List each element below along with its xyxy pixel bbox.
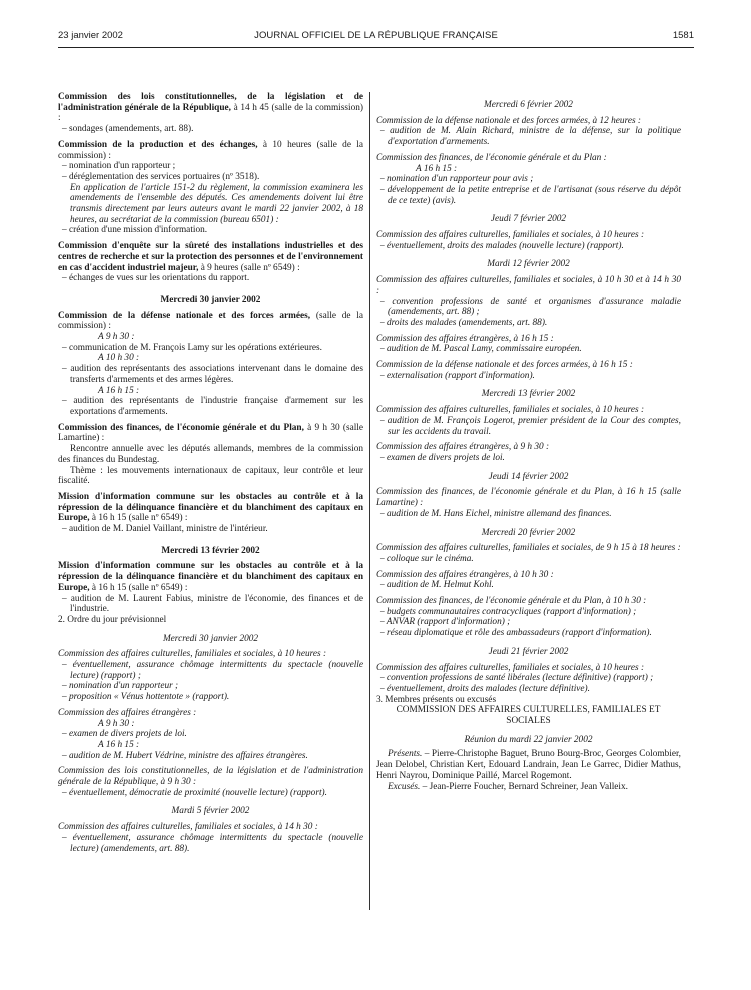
agenda-item: – audition des représentants des associations intervenant dans le domaine des transferts d'armements et des armes légères.: [62, 364, 363, 385]
committee-heading: Commission des finances, de l'économie générale et du Plan, à 16 h 15 (salle Lamartine) :: [376, 487, 681, 509]
agenda-item: – audition de M. Hubert Védrine, ministre des affaires étrangères.: [62, 750, 308, 761]
agenda-item: – réseau diplomatique et rôle des ambassadeurs (rapport d'information).: [380, 628, 652, 639]
committee-name: Mission d'information commune sur les obstacles au contrôle et à la répression de la délinquance financière et du blanchiment des capitaux en Europe,: [58, 491, 363, 524]
presence-label: Présents.: [388, 749, 423, 760]
agenda-item: – audition de M. Pascal Lamy, commissaire européen.: [380, 344, 582, 355]
meeting-time: à 9 h 30 (salle Lamartine) :: [58, 422, 363, 444]
committee-name: Commission des lois constitutionnelles, de la législation et de l'administration générale de la République,: [58, 92, 363, 113]
committee-heading: Commission de la défense nationale et des forces armées, à 12 heures :: [376, 115, 642, 126]
procedure-note: En application de l'article 151-2 du règlement, la commission examinera les amendements de l'ensemble des députés. Ces amendements doivent lui être transmis directement par leurs auteurs avant le mardi 22 janvier 2002, à 18 heures, au secrétariat de la commission (bureau 6501) :: [70, 182, 363, 225]
agenda-item: – colloque sur le cinéma.: [380, 553, 474, 564]
agenda-item: – éventuellement, droits des malades (lecture définitive).: [380, 683, 590, 694]
date-heading: Mercredi 30 janvier 2002: [160, 294, 261, 305]
committee-heading: [58, 140, 363, 161]
body-text: Rencontre annuelle avec les députés allemands, membres de la commission des finances du Bundestag.: [58, 444, 363, 465]
time-slot: A 16 h 15 :: [98, 739, 140, 750]
agenda-item: – nomination d'un rapporteur ;: [62, 161, 176, 172]
agenda-item: – audition de M. Alain Richard, ministre de la défense, sur la politique d'exportation d'armements.: [380, 126, 681, 148]
agenda-item: – budgets communautaires contracycliques (rapport d'information) ;: [380, 606, 637, 617]
committee-heading: [58, 241, 363, 273]
committee-heading: Commission des affaires étrangères, à 9 h 30 :: [376, 442, 550, 453]
journal-title: JOURNAL OFFICIEL DE LA RÉPUBLIQUE FRANÇAISE: [254, 30, 498, 41]
meeting-time: à 10 heures (salle de la commission) :: [58, 139, 364, 161]
committee-name: Commission de la production et des échanges,: [58, 139, 258, 150]
date-heading: Réunion du mardi 22 janvier 2002: [464, 734, 593, 745]
agenda-item: – éventuellement, assurance chômage intermittents du spectacle (nouvelle lecture) (amendements, art. 88).: [62, 832, 363, 854]
committee-heading: Commission des lois constitutionnelles, de la législation et de l'administration générale de la République, à 9 h 30 :: [58, 766, 363, 788]
meeting-time: à 9 heures (salle nº 6549) :: [198, 262, 300, 273]
agenda-item: – ANVAR (rapport d'information) ;: [380, 617, 511, 628]
date-heading: Jeudi 14 février 2002: [488, 471, 569, 482]
agenda-item: – examen de divers projets de loi.: [62, 729, 187, 740]
committee-name: Commission d'enquête sur la sûreté des installations industrielles et des centres de recherche et sur la protection des personnes et de l'environnement en cas d'accident industriel majeur,: [58, 241, 363, 273]
committee-heading: [58, 423, 363, 444]
agenda-item: – examen de divers projets de loi.: [380, 452, 505, 463]
agenda-item: – audition de M. Daniel Vaillant, ministre de l'intérieur.: [62, 524, 268, 535]
date-heading: Mardi 5 février 2002: [171, 806, 250, 817]
time-slot: A 9 h 30 :: [98, 332, 135, 343]
committee-heading: [58, 561, 363, 593]
agenda-item: – audition de M. François Logerot, premier président de la Cour des comptes, sur les accidents du travail.: [380, 415, 681, 437]
agenda-item: – convention professions de santé et organismes d'assurance maladie (amendements, art. 88) ;: [380, 296, 681, 318]
presence-list: [376, 782, 681, 793]
agenda-item: – audition de M. Laurent Fabius, ministre de l'économie, des finances et de l'industrie.: [62, 593, 363, 615]
committee-heading: Commission de la défense nationale et des forces armées, à 16 h 15 :: [376, 360, 633, 371]
committee-heading: Commission des affaires culturelles, familiales et sociales, à 10 heures :: [376, 662, 645, 673]
date-heading: Jeudi 7 février 2002: [490, 214, 567, 225]
committee-heading: Commission des affaires culturelles, familiales et sociales, à 10 heures :: [376, 405, 645, 416]
date-heading: Jeudi 21 février 2002: [488, 646, 569, 657]
committee-heading: Commission des finances, de l'économie générale et du Plan, à 10 h 30 :: [376, 596, 647, 607]
left-column: [58, 92, 363, 854]
committee-heading: Commission des affaires culturelles, familiales et sociales, à 10 h 30 et à 14 h 30 :: [376, 275, 681, 296]
agenda-item: – externalisation (rapport d'information).: [380, 370, 535, 381]
time-slot: A 10 h 30 :: [98, 353, 140, 364]
meeting-time: (salle de la commission) :: [58, 310, 364, 332]
committee-heading: [58, 492, 363, 524]
agenda-item: – création d'une mission d'information.: [62, 225, 208, 236]
date-heading: Mercredi 6 février 2002: [484, 100, 573, 110]
agenda-item: – audition de M. Helmut Kohl.: [380, 580, 494, 591]
meeting-time: à 16 h 15 (salle nº 6549) :: [89, 582, 188, 593]
presence-label: Excusés.: [388, 781, 421, 792]
date-heading: Mercredi 13 février 2002: [481, 389, 576, 400]
time-slot: A 9 h 30 :: [98, 718, 135, 729]
meeting-time: à 14 h 45 (salle de la commission) :: [58, 102, 363, 124]
agenda-item: – proposition « Vénus hottentote » (rapport).: [62, 692, 230, 703]
time-slot: A 16 h 15 :: [98, 385, 140, 396]
agenda-item: – nomination d'un rapporteur ;: [62, 681, 179, 692]
time-slot: A 16 h 15 :: [416, 163, 458, 174]
committee-heading: Commission des affaires étrangères :: [58, 707, 197, 718]
committee-heading: Commission des affaires étrangères, à 16 h 15 :: [376, 333, 554, 344]
presence-list: [376, 749, 681, 781]
date-heading: Mardi 12 février 2002: [487, 259, 570, 270]
section-title: 3. Membres présents ou excusés: [376, 694, 497, 705]
committee-heading: [58, 311, 363, 332]
agenda-item: – développement de la petite entreprise et de l'artisanat (sous réserve du dépôt de ce texte) (avis).: [380, 184, 681, 206]
committee-heading: Commission des affaires étrangères, à 10 h 30 :: [376, 569, 554, 580]
committee-heading: Commission des affaires culturelles, familiales et sociales, de 9 h 15 à 18 heures :: [376, 543, 681, 554]
agenda-item: – droits des malades (amendements, art. 88).: [380, 317, 548, 328]
agenda-item: – sondages (amendements, art. 88).: [62, 124, 194, 135]
meeting-time: à 16 h 15 (salle nº 6549) :: [89, 513, 188, 524]
agenda-item: – nomination d'un rapporteur pour avis ;: [380, 174, 534, 185]
page-number: 1581: [672, 30, 694, 41]
date-heading: Mercredi 13 février 2002: [161, 545, 260, 556]
member-names: – Pierre-Christophe Baguet, Bruno Bourg-Broc, Georges Colombier, Jean Delobel, Christian Kert, Edouard Landrain, Jean Le Garrec, Didier Mathus, Henri Nayrou, Dominique Paillé, Marcel Rogemont.: [376, 749, 681, 781]
agenda-item: – échanges de vues sur les orientations du rapport.: [62, 273, 250, 284]
agenda-item: – éventuellement, droits des malades (nouvelle lecture) (rapport).: [380, 240, 624, 251]
committee-heading: [58, 92, 363, 124]
agenda-item: – convention professions de santé libérales (lecture définitive) (rapport) ;: [380, 673, 654, 684]
page-header: [58, 30, 694, 44]
agenda-item: – audition de M. Hans Eichel, ministre allemand des finances.: [380, 508, 612, 519]
agenda-item: – communication de M. François Lamy sur les opérations extérieures.: [62, 342, 322, 353]
body-text: Thème : les mouvements internationaux de capitaux, leur contrôle et leur fiscalité.: [58, 465, 363, 487]
section-title: 2. Ordre du jour prévisionnel: [58, 614, 167, 625]
committee-heading: Commission des finances, de l'économie générale et du Plan :: [376, 152, 607, 163]
date-heading: Mercredi 30 janvier 2002: [162, 633, 259, 644]
header-rule: [58, 47, 694, 48]
date-heading: Mercredi 20 février 2002: [481, 527, 576, 538]
agenda-item: – éventuellement, assurance chômage intermittents du spectacle (nouvelle lecture) (rapport) ;: [62, 660, 363, 681]
committee-name: Commission de la défense nationale et des forces armées,: [58, 310, 311, 321]
committee-title: COMMISSION DES AFFAIRES CULTURELLES, FAMILIALES ET SOCIALES: [396, 705, 661, 727]
agenda-item: – déréglementation des services portuaires (nº 3518).: [62, 171, 260, 182]
committee-name: Mission d'information commune sur les obstacles au contrôle et à la répression de la délinquance financière et du blanchiment des capitaux en Europe,: [58, 561, 363, 593]
agenda-item: – audition des représentants de l'industrie française d'armement sur les exportations d'armements.: [62, 396, 363, 417]
member-names: – Jean-Pierre Foucher, Bernard Schreiner, Jean Valleix.: [420, 781, 628, 792]
committee-name: Commission des finances, de l'économie générale et du Plan,: [58, 422, 304, 433]
header-date: 23 janvier 2002: [58, 30, 123, 41]
committee-heading: Commission des affaires culturelles, familiales et sociales, à 10 heures :: [376, 230, 645, 241]
right-column: [376, 92, 681, 792]
committee-heading: Commission des affaires culturelles, familiales et sociales, à 10 heures :: [58, 649, 327, 660]
column-separator: [369, 92, 370, 910]
committee-heading: Commission des affaires culturelles, familiales et sociales, à 14 h 30 :: [58, 822, 318, 833]
agenda-item: – éventuellement, démocratie de proximité (nouvelle lecture) (rapport).: [62, 787, 327, 798]
